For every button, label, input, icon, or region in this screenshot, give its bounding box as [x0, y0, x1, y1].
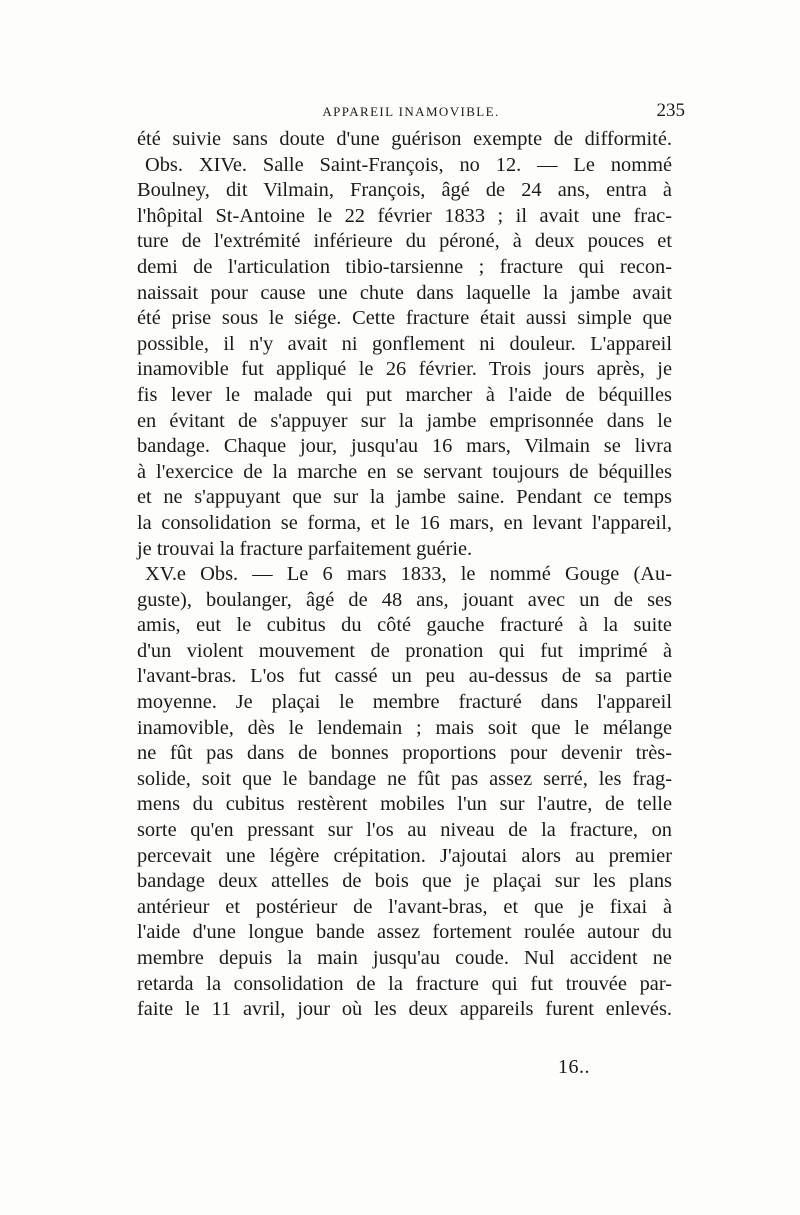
text-line: mens du cubitus restèrent mobiles l'un sur l'autre, de telle — [137, 793, 672, 816]
text-line: fis lever le malade qui put marcher à l'aide de béquilles — [137, 383, 672, 406]
text-line: d'un violent mouvement de pronation qui fut imprimé à — [137, 639, 672, 662]
text-line: l'hôpital St-Antoine le 22 février 1833 ; il avait une frac- — [137, 204, 672, 227]
running-header — [137, 100, 685, 124]
text-line: bandage deux attelles de bois que je plaçai sur les plans — [137, 870, 672, 893]
text-line: membre depuis la main jusqu'au coude. Nul accident ne — [137, 947, 672, 969]
text-line: demi de l'articulation tibio-tarsienne ; fracture qui recon- — [137, 255, 672, 278]
text-line: Boulney, dit Vilmain, François, âgé de 24 ans, entra à — [137, 179, 672, 202]
text-line: l'aide d'une longue bande assez fortement roulée autour du — [137, 921, 672, 944]
text-line: je trouvai la fracture parfaitement guérie. — [137, 537, 473, 560]
text-line: Obs. XIVe. Salle Saint-François, no 12. — Le nommé — [145, 153, 672, 176]
text-line: solide, soit que le bandage ne fût pas assez serré, les frag- — [137, 767, 672, 790]
text-line: été suivie sans doute d'une guérison exempte de difformité. — [137, 128, 672, 150]
text-line: XV.e Obs. — Le 6 mars 1833, le nommé Gouge (Au- — [145, 563, 672, 586]
text-line: possible, il n'y avait ni gonflement ni douleur. L'appareil — [137, 332, 672, 355]
text-line: naissait pour cause une chute dans laquelle la jambe avait — [137, 281, 672, 304]
text-line: la consolidation se forma, et le 16 mars, en levant l'appareil, — [137, 511, 672, 534]
text-line: inamovible, dès le lendemain ; mais soit que le mélange — [137, 716, 672, 739]
text-line: bandage. Chaque jour, jusqu'au 16 mars, Vilmain se livra — [137, 435, 672, 458]
text-line: sorte qu'en pressant sur l'os au niveau de la fracture, on — [137, 819, 672, 842]
text-line: à l'exercice de la marche en se servant toujours de béquilles — [137, 460, 672, 483]
text-line: retarda la consolidation de la fracture qui fut trouvée par- — [137, 972, 672, 995]
text-line: l'avant-bras. L'os fut cassé un peu au-dessus de sa partie — [137, 665, 672, 688]
running-title: APPAREIL INAMOVIBLE. — [322, 104, 500, 119]
text-line: inamovible fut appliqué le 26 février. Trois jours après, je — [137, 358, 672, 381]
text-line: faite le 11 avril, jour où les deux appareils furent enlevés. — [137, 998, 672, 1021]
text-line: moyenne. Je plaçai le membre fracturé dans l'appareil — [137, 691, 672, 714]
text-line: et ne s'appuyant que sur la jambe saine. Pendant ce temps — [137, 486, 672, 509]
text-line: en évitant de s'appuyer sur la jambe emprisonnée dans le — [137, 409, 672, 432]
text-line: amis, eut le cubitus du côté gauche fracturé à la suite — [137, 614, 672, 637]
text-line: antérieur et postérieur de l'avant-bras, et que je fixai à — [137, 895, 672, 918]
text-line: été prise sous le siége. Cette fracture était aussi simple que — [137, 307, 672, 330]
body-text — [137, 127, 672, 1023]
text-line: guste), boulanger, âgé de 48 ans, jouant avec un de ses — [137, 588, 672, 611]
text-line: percevait une légère crépitation. J'ajoutai alors au premier — [137, 844, 672, 867]
text-line: ne fût pas dans de bonnes proportions pour devenir très- — [137, 742, 672, 765]
page-number: 235 — [656, 100, 685, 121]
text-line: ture de l'extrémité inférieure du péroné, à deux pouces et — [137, 230, 672, 253]
signature-mark: 16.. — [558, 1056, 590, 1078]
